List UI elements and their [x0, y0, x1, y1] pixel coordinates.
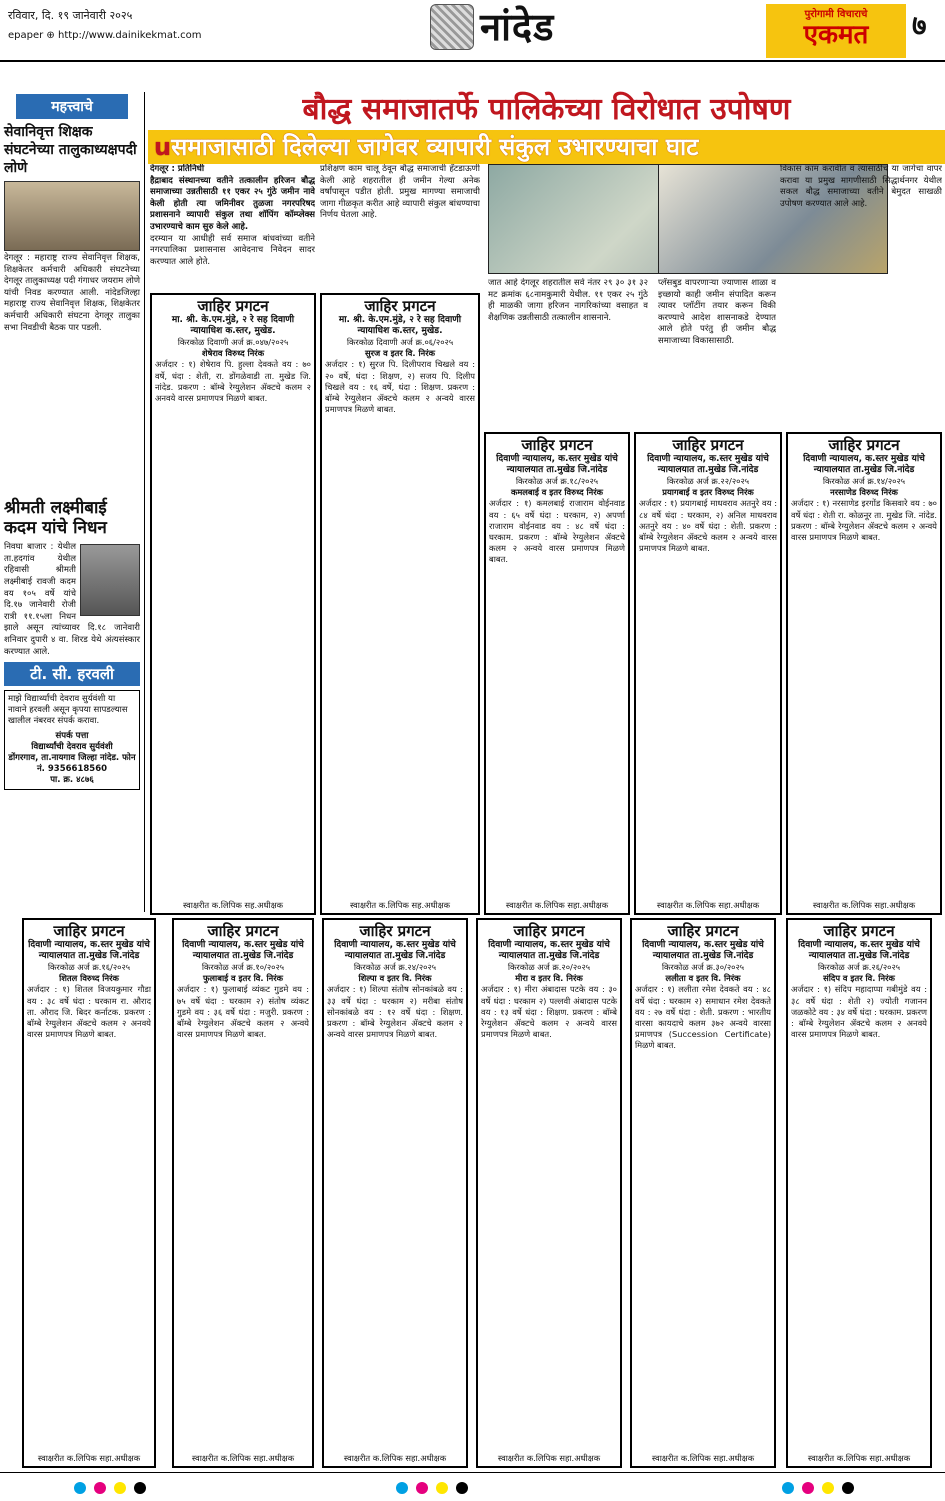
legal-notice-4	[634, 432, 782, 915]
notice-case: किरकोळ अर्ज क्र.२२/२०२५	[666, 476, 750, 486]
page-number: ७	[912, 9, 927, 42]
cyan-register-icon	[782, 1482, 794, 1494]
sub-headline: समाजासाठी दिलेल्या जागेवर व्यापारी संकुल उभारण्याचा घाट	[171, 133, 699, 161]
notice-parties: नरसाणेड विरुध्द निरंक	[830, 487, 898, 498]
notice-title: जाहिर प्रगटन	[364, 297, 436, 315]
notice-body: अर्जदार : १) फुलाबाई व्यंकट गुडमे वय : ७५ वर्षे धंदा : घरकाम २) संतोष व्यंकट गुडमे वय : ३६ वर्षे धंदा : मजुरी. प्रकरण : बॉम्बे रेग्युलेशन ॲक्टचे कलम २ अन्वये वारस प्रमाणपत्र मिळणे बाबत.	[177, 984, 309, 1040]
sub-headline-bullet: u	[154, 133, 172, 161]
notice-sign: स्वाक्षरीत क.लिपिक सहा.अधीक्षक	[37, 1452, 141, 1463]
story-col-5	[780, 164, 942, 424]
notice-sign: स्वाक्षरीत क.लिपिक सहा.अधीक्षक	[651, 1452, 755, 1463]
notice-body: अर्जदार : १) ललीता रमेश देवकते वय : ४८ वर्षे धंदा : घरकाम २) समाधान रमेश देवकते वय : २७ वर्षे धंदा : शेती. प्रकरण : भारतीय वारसा कायदाचे कलम ३७२ अन्वये वारसा प्रमाणपत्र (Succession Certificate) मिळणे बाबत.	[635, 984, 771, 1051]
magenta-register-icon	[416, 1482, 428, 1494]
notice-case: किरकोळ अर्ज क्र.१६/२०२५	[47, 962, 131, 972]
sidebar-label: महत्त्वाचे	[16, 94, 128, 119]
notice-body: अर्जदार : १) संदिप महादाप्पा गबीमुंडे वय : ३८ वर्षे धंदा : शेती २) ज्योती गजानन जळकोटे वय : ३४ वर्षे धंदा : घरकाम. प्रकरण : बॉम्बे रेग्युलेशन ॲक्टचे कलम २ अनवये वारस प्रमाणपत्र मिळणे बाबत.	[791, 984, 927, 1040]
story1-title: सेवानिवृत्त शिक्षक संघटनेच्या तालुकाध्यक्षपदी लोणे	[4, 124, 137, 176]
notice-case: किरकोळ अर्ज क्र.२०/२०२५	[507, 962, 591, 972]
yellow-register-icon	[822, 1482, 834, 1494]
legal-notice-8	[322, 918, 468, 1468]
main-headline: बौद्ध समाजातर्फे पालिकेच्या विरोधात उपोषण	[302, 92, 791, 127]
notice-sign: स्वाक्षरीत क.लिपिक सहा.अधीक्षक	[343, 1452, 447, 1463]
yellow-register-icon	[114, 1482, 126, 1494]
city-title: नांदेड	[480, 5, 555, 49]
notice-title: जाहिर प्रगटन	[823, 922, 895, 940]
notice-body: अर्जदार : १) शिल्पा संतोष सोनकांबळे वय : ३३ वर्षे धंदा : घरकाम २) मरीबा संतोष सोनकांबळे वय : १२ वर्षे धंदा : शिक्षण. प्रकरण : बॉम्बे रेग्युलेशन ॲक्टचे कलम २ अन्वये वारस प्रमाणपत्र मिळणे बाबत.	[327, 984, 463, 1040]
story-col-2-text: प्रशिक्षण काम चालू ठेवून बौद्ध समाजाची हॅटडाऊणी केली आहे शहरातील ही जमीन गेल्या अनेक वर्षांपासून पडीत होती. प्रमुख मागण्या समाजाची जागा गीळकृत करीत आहे व्यापारी संकुल बांधण्याचा निर्णय घेतला आहे.	[320, 164, 480, 221]
brand-logo	[766, 4, 906, 58]
story-dateline: देगलूर : प्रतिनिधी	[150, 164, 205, 174]
story2-title: श्रीमती लक्ष्मीबाई कदम यांचे निधन	[4, 498, 107, 539]
notice-sign: स्वाक्षरीत क.लिपिक सहा.अधीक्षक	[807, 1452, 911, 1463]
tc-notice-title: टी. सी. हरवली	[4, 662, 140, 686]
notice-case: किरकोळ दिवाणी अर्ज क्र.०६/२०२५	[346, 337, 454, 347]
notice-title: जाहिर प्रगटन	[513, 922, 585, 940]
story-col-1-text: दरम्यान या आधीही सर्व समाज बांधवांच्या वतीने नगरपालिका प्रशासनास आवेदनाच निवेदन सादर करण्यात आले होते.	[150, 233, 315, 267]
story-col-3-text: जात आहे देगलूर शहरातील सर्व नंतर २९ ३० ३१ ३२ मट क्रमांक ६८नामकुमारी येथील. ११ एकर २५ गुंठे ही माळकी जागा हरिजन नागरिकांच्या वसाहत व शैक्षणिक उन्नतीसाठी तत्कालीन शासनाने.	[488, 278, 648, 323]
legal-notice-6	[22, 918, 156, 1468]
notice-title: जाहिर प्रगटन	[828, 436, 900, 454]
notice-parties: कमलबाई व इतर विरुध्द निरंक	[510, 487, 604, 498]
notice-court: दिवाणी न्यायालय, क.स्तर मुखेड यांचे न्यायालयात ता.मुखेड जि.नांदेड	[647, 454, 769, 475]
notice-court: दिवाणी न्यायालय, क.स्तर मुखेड यांचे न्यायालयात ता.मुखेड जि.नांदेड	[182, 940, 304, 961]
notice-court: दिवाणी न्यायालय, क.स्तर मुखेड यांचे न्यायालयात ता.मुखेड जि.नांदेड	[496, 454, 618, 475]
story-col-4	[658, 278, 776, 428]
notice-title: जाहिर प्रगटन	[197, 297, 269, 315]
main-headline-box	[148, 92, 945, 128]
notice-parties: शिल्पा व इतर वि. निरंक	[358, 973, 432, 984]
notice-parties: ललीता व इतर वि. निरंक	[665, 973, 741, 984]
notice-case: किरकोळ अर्ज क्र.३०/२०२५	[661, 962, 745, 972]
notice-court: मा. श्री. के.एम.मुंडे, २ रे सह दिवाणी न्यायाधिश क.स्तर, मुखेड.	[338, 315, 462, 336]
notice-court: दिवाणी न्यायालय, क.स्तर मुखेड यांचे न्यायालयात ता.मुखेड जि.नांदेड	[488, 940, 610, 961]
masthead	[0, 0, 945, 62]
issue-date: रविवार, दि. १९ जानेवारी २०२५	[8, 9, 133, 22]
notice-sign: स्वाक्षरीत क.लिपिक सह.अधीक्षक	[182, 899, 284, 910]
legal-notice-11	[786, 918, 932, 1468]
black-register-icon	[456, 1482, 468, 1494]
portrait-photo	[80, 544, 140, 616]
notice-sign: स्वाक्षरीत क.लिपिक सहा.अधीक्षक	[505, 899, 609, 910]
tc-notice-text: माझे विद्यार्थ्यांची देवराव सुर्यवंशी या नावाने हरवली असून कृपया सापडल्यास खालील नंबरवर संपर्क करावा.	[8, 694, 128, 727]
notice-title: जाहिर प्रगटन	[672, 436, 744, 454]
legal-notice-7	[172, 918, 314, 1468]
notice-body: अर्जदार : १) मीरा अंबादास पटके वय : ३० वर्षे धंदा : घरकाम २) पल्लवी अंबादास पटके वय : १३ वर्षे धंदा : शिक्षण. प्रकरण : बॉम्बे रेग्युलेशन ॲक्टचे कलम २ अन्वये वारस प्रमाणपत्र मिळणे बाबत.	[481, 984, 617, 1040]
legal-notice-9	[476, 918, 622, 1468]
notice-case: किरकोळ अर्ज क्र.१४/२०२५	[822, 476, 906, 486]
notice-parties: फुलाबाई व इतर वि. निरंक	[203, 973, 283, 984]
notice-parties: प्रयागबाई व इतर विरुध्द निरंक	[662, 487, 754, 498]
story-lede: हैद्राबाद संस्थानच्या वतीने तत्कालीन हरिजन बौद्ध समाजाच्या उन्नतीसाठी ११ एकर २५ गुंठे जमीन नावे केली होती त्या जमिनीवर तुळजा नगरपरिषद प्रशासनाने व्यापारी संकुल तथा शॉपिंग कॉम्प्लेक्स उभारण्याचे काम सुरु केले आहे.	[150, 175, 315, 232]
contact-address: डोंगरगाव, ता.नायगाव जिल्हा नांदेड. फोन नं. 9356618560	[8, 753, 136, 775]
notice-body: अर्जदार : १) कमलबाई राजाराम वोईनवाड वय : ६५ वर्षे धंदा : घरकाम, २) अपर्णा राजाराम वोईनवाड वय : ४८ वर्षे धंदा : घरकाम. प्रकरण : बॉम्बे रेग्युलेशन ॲक्टचे कलम २ अन्वये वारस प्रमाणपत्र मिळणे बाबत.	[489, 498, 625, 565]
notice-court: मा. श्री. के.एम.मुंडे, २ रे सह दिवाणी न्यायाधिश क.स्तर, मुखेड.	[171, 315, 295, 336]
cyan-register-icon	[74, 1482, 86, 1494]
notice-title: जाहिर प्रगटन	[521, 436, 593, 454]
notice-parties: शितल विरुध्द निरंक	[59, 973, 119, 984]
story1-text: देगलूर : महाराष्ट्र राज्य सेवानिवृत्त शिक्षक, शिक्षकेतर कर्मचारी अधिकारी संघटनेच्या देगलूर तालुकाध्यक्ष पदी गंगाधर जयराम लोणे यांची निवड करण्यात आली. नांदेडजिल्हा महाराष्ट्र राज्य सेवानिवृत्त शिक्षक, शिक्षकेतर कर्मचारी अधिकारी संघटना देगलूर तालुका सभा निवडीची बैठक पार पडली.	[4, 253, 140, 333]
magenta-register-icon	[802, 1482, 814, 1494]
notice-case: किरकोळ अर्ज क्र.१०/२०२५	[201, 962, 285, 972]
notice-title: जाहिर प्रगटन	[53, 922, 125, 940]
notice-parties: सुरज व इतर वि. निरंक	[365, 348, 435, 359]
epaper-link[interactable]: epaper ⊕ http://www.dainikekmat.com	[8, 30, 202, 41]
contact-label: संपर्क पत्ता	[55, 731, 89, 742]
legal-notice-5	[786, 432, 942, 915]
notice-court: दिवाणी न्यायालय, क.स्तर मुखेड यांचे न्यायालयात ता.मुखेड जि.नांदेड	[28, 940, 150, 961]
notice-case: किरकोळ अर्ज क्र.२४/२०२५	[353, 962, 437, 972]
story-col-4-text: प्लॅसबुड वापरणाऱ्या ज्याणास शाळा व इच्छायोे काही जमीन संपादित करून त्यावर प्लॉटींग तयार करून विकी करण्याचे आदेश शासनाकडे देण्यात आले होते परंतु ही जमीन बौद्ध समाजाच्या विकासासाठी.	[658, 278, 776, 346]
contact-code: पा. क्र. ४८७६	[50, 775, 94, 786]
notice-parties: शेषेराव विरुध्द निरंक	[201, 348, 265, 359]
notice-case: किरकोळ अर्ज क्र.१८/२०२५	[515, 476, 599, 486]
notice-case: किरकोळ दिवाणी अर्ज क्र.०४७/२०२५	[177, 337, 289, 347]
city-emblem-icon	[430, 4, 474, 50]
sub-headline-bar	[148, 130, 945, 164]
notice-parties: मीरा व इतर वि. निरंक	[515, 973, 583, 984]
magenta-register-icon	[94, 1482, 106, 1494]
black-register-icon	[842, 1482, 854, 1494]
notice-body: अर्जदार : १) शेषेराव पि. हुल्ला देवकते वय : ७० वर्षे, धंदा : शेती, रा. डोंगळेवाडी ता. मुखेड जि. नांदेड. प्रकरण : बॉम्बे रेग्युलेशन ॲक्टचे कलम २ अनवये वारस प्रमाणपत्र मिळणे बाबत.	[155, 359, 311, 404]
notice-title: जाहिर प्रगटन	[667, 922, 739, 940]
story-col-5-text: विकास काम करावीत व त्यासाठीच या जागेचा वापर करावा या प्रमुख मागणीसाठी सिद्धार्थनगर येथील सकल बौद्ध समाजाच्या वतीने बेमुदत साखळी उपोषण करण्यात आले आहे.	[780, 164, 942, 209]
notice-court: दिवाणी न्यायालय, क.स्तर मुखेड यांचे न्यायालयात ता.मुखेड जि.नांदेड	[798, 940, 920, 961]
notice-title: जाहिर प्रगटन	[359, 922, 431, 940]
cyan-register-icon	[396, 1482, 408, 1494]
notice-sign: स्वाक्षरीत क.लिपिक सहा.अधीक्षक	[656, 899, 760, 910]
notice-sign: स्वाक्षरीत क.लिपिक सहा.अधीक्षक	[812, 899, 916, 910]
notice-body: अर्जदार : १) शितल विजयकुमार गौडा वय : ३८ वर्षे धंदा : घरकाम रा. औराद ता. औराद जि. बिदर कर्नाटक. प्रकरण : बॉम्बे रेग्युलेशन ॲक्टचे कलम २ अनवये वारस प्रमाणपत्र मिळणे बाबत.	[27, 984, 151, 1040]
tc-notice	[4, 690, 140, 790]
notice-sign: स्वाक्षरीत क.लिपिक सह.अधीक्षक	[349, 899, 451, 910]
notice-body: अर्जदार : १) नरसाणेड इरगोंड किसवारे वय : ७० वर्षे धंदा : शेती रा. कोळनूर ता. मुखेड जि. नांदेड. प्रकरण : बॉम्बे रेग्युलेशन ॲक्टचे कलम २ अन्वये वारस प्रमाणपत्र मिळणे बाबत.	[791, 498, 938, 543]
notice-case: किरकोळ अर्ज क्र.२६/२०२५	[817, 962, 901, 972]
notice-sign: स्वाक्षरीत क.लिपिक सहा.अधीक्षक	[191, 1452, 295, 1463]
group-photo	[4, 181, 140, 251]
black-register-icon	[134, 1482, 146, 1494]
story-col-3	[488, 278, 648, 428]
story2-text: निवघा बाजार : येथील ता.हदगांव येथील रहिवासी श्रीमती लक्ष्मीबाई रावजी कदम वय १०५ वर्षे यांचे दि.१७ जानेवारी रोजी रात्री ११.१५ला निधन झाले असून त्यांच्यावर दि.१८ जानेवारी शनिवार दुपारी ४ वा. शिरड येथे अंत्यसंस्कार करण्यात आले.	[4, 542, 140, 657]
notice-body: अर्जदार : १) सुरज पि. दिलीपराव चिखले वय : २० वर्षे, धंदा : शिक्षण, २) सजय पि. दिलीप चिखले वय : १६ वर्षे, धंदा : शिक्षण. प्रकरण : बॉम्बे रेग्युलेशन ॲक्टचे कलम २ अन्वये वारस प्रमाणपत्र मिळणे बाबत.	[325, 359, 475, 415]
notice-court: दिवाणी न्यायालय, क.स्तर मुखेड यांचे न्यायालयात ता.मुखेड जि.नांदेड	[803, 454, 925, 475]
notice-parties: संदिप व इतर वि. निरंक	[823, 973, 895, 984]
notice-title: जाहिर प्रगटन	[207, 922, 279, 940]
notice-court: दिवाणी न्यायालय, क.स्तर मुखेड यांचे न्यायालयात ता.मुखेड जि.नांदेड	[334, 940, 456, 961]
legal-notice-10	[630, 918, 776, 1468]
contact-name: विद्यार्थ्यांची देवराव सुर्यवंशी	[31, 742, 113, 753]
legal-notice-1	[150, 293, 316, 915]
brand-name: एकमत	[803, 20, 869, 50]
notice-sign: स्वाक्षरीत क.लिपिक सहा.अधीक्षक	[497, 1452, 601, 1463]
legal-notice-3	[484, 432, 630, 915]
legal-notice-2	[320, 293, 480, 915]
notice-body: अर्जदार : १) प्रयागबाई माधवराव अतनुरे वय : ८४ वर्षे धंदा : घरकाम, २) अनिल माधवराव अतनुरे वय : ४० वर्षे धंदा : शेती. प्रकरण : बॉम्बे रेग्युलेशन ॲक्टचे कलम २ अन्वये वारस प्रमाणपत्र मिळणे बाबत.	[639, 498, 777, 554]
yellow-register-icon	[436, 1482, 448, 1494]
brand-tagline: पुरोगामी विचाराचे	[804, 9, 868, 20]
notice-court: दिवाणी न्यायालय, क.स्तर मुखेड यांचे न्यायालयात ता.मुखेड जि.नांदेड	[642, 940, 764, 961]
sidebar	[0, 92, 145, 912]
